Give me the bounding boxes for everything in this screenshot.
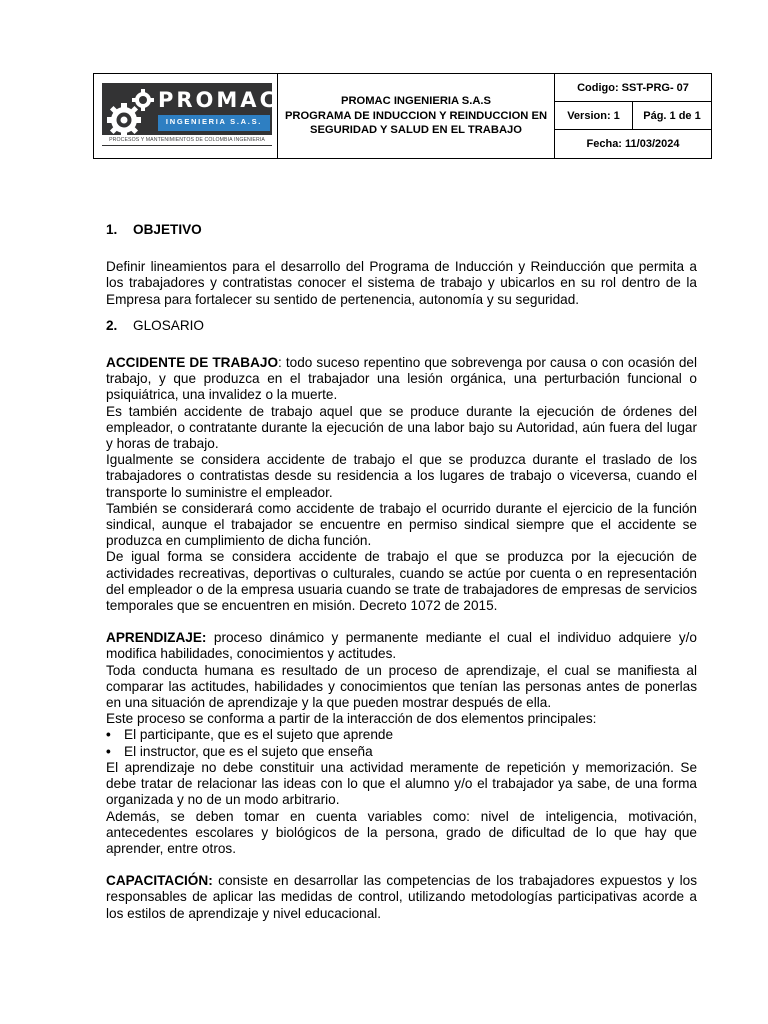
objective-paragraph: Definir lineamientos para el desarrollo del Programa de Inducción y Reinducción que permita a los trabajadores y contratistas conocer el sistema de trabajo y ubicarlos en su rol dentro de la Empresa para fortalecer su sentido de pertenencia, autonomía y su seguridad. <box>106 259 697 307</box>
glossary-paragraph: Toda conducta humana es resultado de un proceso de aprendizaje, el cual se manifiesta al comparar las actitudes, habilidades y conocimientos que tenían las personas antes de ponerlas en una situación de aprendizaje y la que pueden mostrar después de ella. <box>106 662 697 711</box>
company-name: PROMAC INGENIERIA S.A.S <box>340 95 491 108</box>
glossary-definition: consiste en desarrollar las competencias de los trabajadores expuestos y los responsables de aplicar las medidas de control, utilizando metodologías participativas acorde a los estilos de aprendizaje y nivel educacional. <box>106 873 697 921</box>
document-version: Version: 1 <box>555 102 633 130</box>
company-logo <box>102 83 278 146</box>
section-title: GLOSARIO <box>133 317 205 333</box>
glossary-paragraph: Es también accidente de trabajo aquel que se produce durante la ejecución de órdenes del empleador, o contratante durante la ejecución de una labor bajo su Autoridad, aún fuera del lugar y horas de trabajo. <box>106 403 697 452</box>
document-header-table <box>93 73 712 159</box>
glossary-paragraph: Igualmente se considera accidente de trabajo el que se produzca durante el traslado de los trabajadores o contratistas desde su residencia a los lugares de trabajo o viceversa, cuando el transporte lo suministre el empleador. <box>106 452 697 500</box>
section-number: 2. <box>106 317 118 333</box>
page-number: Pág. 1 de 1 <box>633 102 711 130</box>
section-number: 1. <box>106 222 118 237</box>
glossary-paragraph: Además, se deben tomar en cuenta variables como: nivel de inteligencia, motivación, antecedentes escolares y biológicos de la persona, grado de dificultad de lo que hay que aprender, entre otros. <box>106 808 697 856</box>
glossary-entry-accident <box>106 355 697 404</box>
glossary-entry-learning <box>106 630 697 662</box>
list-item: • El instructor, que es el sujeto que enseña <box>106 744 697 760</box>
glossary-term: APRENDIZAJE: <box>106 630 207 646</box>
document-date: Fecha: 11/03/2024 <box>586 138 680 150</box>
section-heading-objective <box>106 222 697 238</box>
glossary-term: ACCIDENTE DE TRABAJO <box>106 355 279 371</box>
logo-cell <box>94 74 278 158</box>
gears-icon <box>105 86 157 140</box>
logo-tagline: PROCESOS Y MANTENIMIENTOS DE COLOMBIA INGENIERIA <box>102 135 272 145</box>
logo-subtitle-band <box>158 115 270 131</box>
glossary-paragraph: Este proceso se conforma a partir de la interacción de dos elementos principales: <box>106 711 597 727</box>
section-title: OBJETIVO <box>133 222 202 237</box>
glossary-definition: : todo suceso repentino que sobrevenga por causa o con ocasión del trabajo, y que produzca en el trabajador una lesión orgánica, una perturbación funcional o psiquiátrica, una invalidez o la muerte. <box>106 355 697 403</box>
glossary-term: CAPACITACIÓN: <box>106 873 213 889</box>
program-title-line1: PROGRAMA DE INDUCCION Y REINDUCCION EN <box>284 109 548 122</box>
glossary-paragraph: De igual forma se considera accidente de trabajo el que se produzca por la ejecución de actividades recreativas, deportivas o culturales, cuando se actúe por cuenta o en representación del empleador o de la empresa usuaria cuando se trate de trabajadores de empresas de servicios temporales que se encuentren en misión. Decreto 1072 de 2015. <box>106 549 697 614</box>
glossary-paragraph: También se considerará como accidente de trabajo el ocurrido durante el ejercicio de la función sindical, aunque el trabajador se encuentre en permiso sindical siempre que el accidente se produzca en cumplimiento de dicha función. <box>106 500 697 549</box>
logo-brand-text: PROMAC <box>158 88 278 112</box>
section-heading-glossary <box>106 318 697 334</box>
glossary-definition: proceso dinámico y permanente mediante el cual el individuo adquiere y/o modifica habilidades, conocimientos y actitudes. <box>106 630 697 662</box>
document-title-cell <box>278 74 555 158</box>
document-body <box>106 222 697 922</box>
glossary-paragraph: El aprendizaje no debe constituir una actividad meramente de repetición y memorización. Se debe tratar de relacionar las ideas con lo que el alumno y/o el trabajador ya sabe, de una forma organizada y no de un modo arbitrario. <box>106 759 697 808</box>
list-item: • El participante, que es el sujeto que aprende <box>106 727 697 743</box>
learning-elements-list <box>106 727 697 759</box>
logo-subtitle-text: INGENIERIA S.A.S. <box>165 117 263 126</box>
program-title-line2: SEGURIDAD Y SALUD EN EL TRABAJO <box>310 124 522 137</box>
document-code: Codigo: SST-PRG- 07 <box>555 74 711 102</box>
glossary-entry-training <box>106 873 697 922</box>
